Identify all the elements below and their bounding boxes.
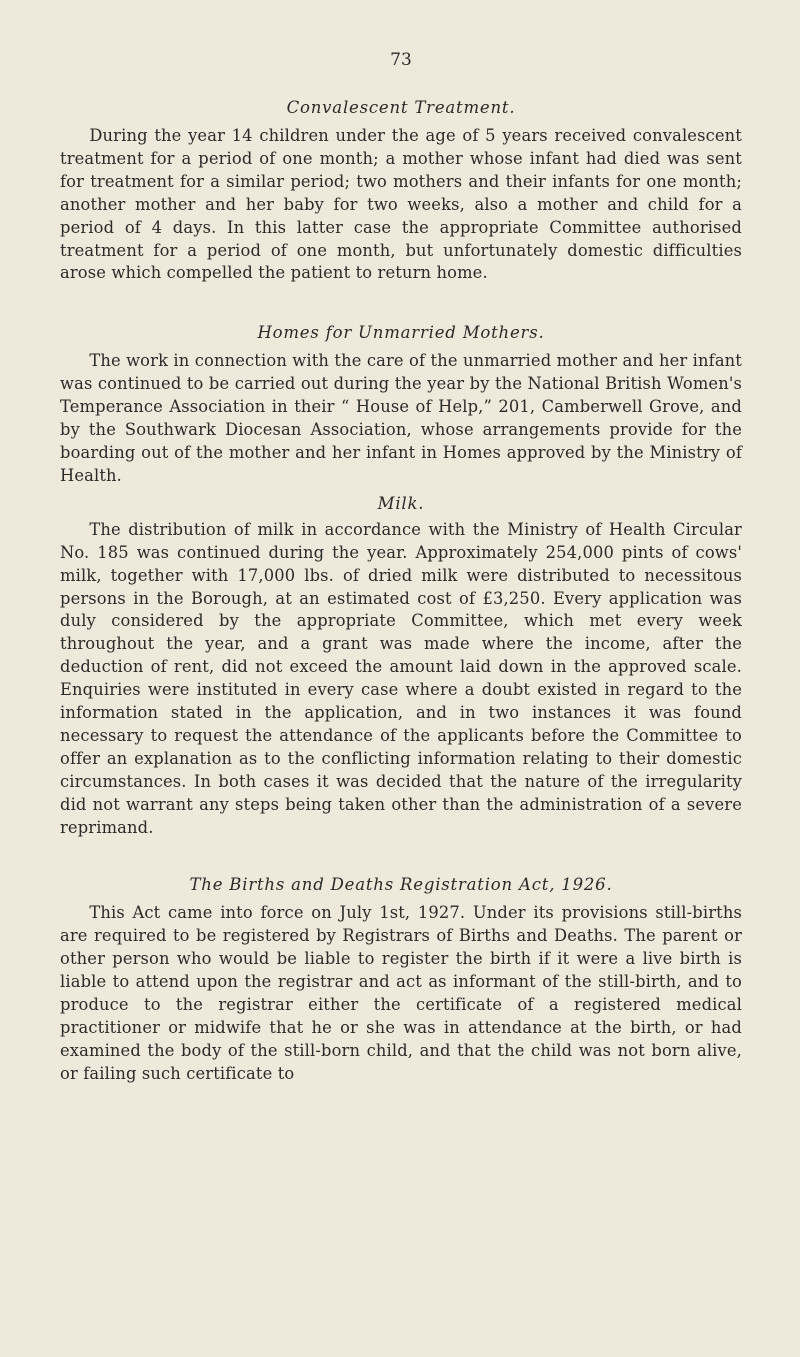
heading-births-deaths-act: The Births and Deaths Registration Act, 1926.: [189, 875, 613, 895]
heading-homes-unmarried-mothers: Homes for Unmarried Mothers.: [257, 323, 545, 343]
paragraph-milk: The distribution of milk in accordance with the Ministry of Health Circular No. 185 was continued during the year. Approximately 254,000 pints of cows' milk, together with 17,000 lbs. of dried milk were distributed to necessitous persons in the Borough, at an estimated cost of £3,250. Every application was duly considered by the appropriate Committee, which met every week throughout the year, and a grant was made where the income, after the deduction of rent, did not exceed the amount laid down in the approved scale. Enquiries were instituted in every case where a doubt existed in regard to the information stated in the application, and in two instances it was found necessary to request the attendance of the applicants before the Committee to offer an explanation as to the conflicting information relating to their domestic circumstances. In both cases it was decided that the nature of the irregularity did not warrant any steps being taken other than the administration of a severe reprimand.: [60, 519, 742, 837]
heading-convalescent-treatment: Convalescent Treatment.: [286, 98, 516, 117]
paragraph-births-deaths-act: This Act came into force on July 1st, 1927. Under its provisions still-births are required to be registered by Registrars of Births and Deaths. The parent or other person who would be liable to register the birth if it were a live birth is liable to attend upon the registrar and act as informant of the still-birth, and to produce to the registrar either the certificate of a registered medical practitioner or midwife that he or she was in attendance at the birth, or had examined the body of the still-born child, and that the child was not born alive, or failing such certificate to: [60, 903, 742, 1083]
paragraph-homes-unmarried-mothers: The work in connection with the care of the unmarried mother and her infant was continued to be carried out during the year by the National British Women's Temperance Association in their “ House of Help,” 201, Camberwell Grove, and by the Southwark Diocesan Association, whose arrangements provide for the boarding out of the mother and her infant in Homes approved by the Ministry of Health.: [60, 351, 742, 485]
page-number: 73: [390, 50, 412, 70]
heading-milk: Milk.: [377, 493, 425, 513]
paragraph-convalescent-treatment: During the year 14 children under the age of 5 years received convalescent treatment for a period of one month; a mother whose infant had died was sent for treatment for a similar period; two mothers and their infants for one month; another mother and her baby for two weeks, also a mother and child for a period of 4 days. In this latter case the appropriate Committee authorised treatment for a period of one month, but unfortunately domestic difficulties arose which compelled the patient to return home.: [60, 126, 742, 283]
